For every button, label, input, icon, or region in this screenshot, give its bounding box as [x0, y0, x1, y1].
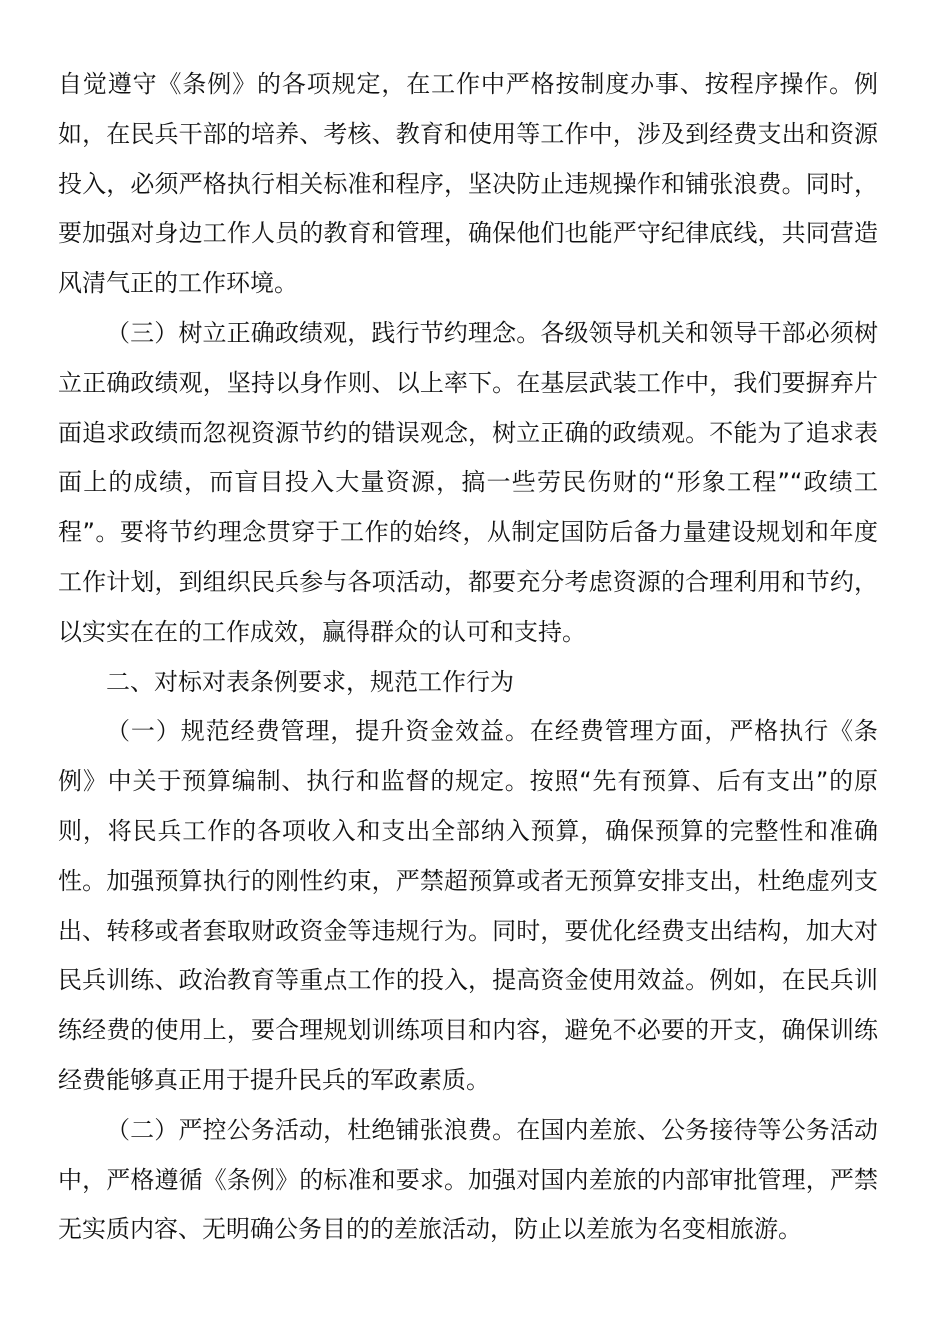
- section-heading: 二、对标对表条例要求，规范工作行为: [106, 667, 514, 696]
- paragraph-1: 自觉遵守《条例》的各项规定，在工作中严格按制度办事、按程序操作。例如，在民兵干部的培养、考核、教育和使用等工作中，涉及到经费支出和资源投入，必须严格执行相关标准和程序，坚决防止违规操作和铺张浪费。同时，要加强对身边工作人员的教育和管理，确保他们也能严守纪律底线，共同营造风清气正的工作环境。: [58, 70, 878, 298]
- document-page: [58, 60, 878, 1255]
- paragraph-3: （一）规范经费管理，提升资金效益。在经费管理方面，严格执行《条例》中关于预算编制、执行和监督的规定。按照“先有预算、后有支出”的原则，将民兵工作的各项收入和支出全部纳入预算，确保预算的完整性和准确性。加强预算执行的刚性约束，严禁超预算或者无预算安排支出，杜绝虚列支出、转移或者套取财政资金等违规行为。同时，要优化经费支出结构，加大对民兵训练、政治教育等重点工作的投入，提高资金使用效益。例如，在民兵训练经费的使用上，要合理规划训练项目和内容，避免不必要的开支，确保训练经费能够真正用于提升民兵的军政素质。: [58, 717, 878, 1094]
- paragraph-2: （三）树立正确政绩观，践行节约理念。各级领导机关和领导干部必须树立正确政绩观，坚持以身作则、以上率下。在基层武装工作中，我们要摒弃片面追求政绩而忽视资源节约的错误观念，树立正确的政绩观。不能为了追求表面上的成绩，而盲目投入大量资源，搞一些劳民伤财的“形象工程”“政绩工程”。要将节约理念贯穿于工作的始终，从制定国防后备力量建设规划和年度工作计划，到组织民兵参与各项活动，都要充分考虑资源的合理利用和节约，以实实在在的工作成效，赢得群众的认可和支持。: [58, 318, 878, 646]
- paragraph-4: （二）严控公务活动，杜绝铺张浪费。在国内差旅、公务接待等公务活动中，严格遵循《条例》的标准和要求。加强对国内差旅的内部审批管理，严禁无实质内容、无明确公务目的的差旅活动，防止以差旅为名变相旅游。: [58, 1115, 878, 1244]
